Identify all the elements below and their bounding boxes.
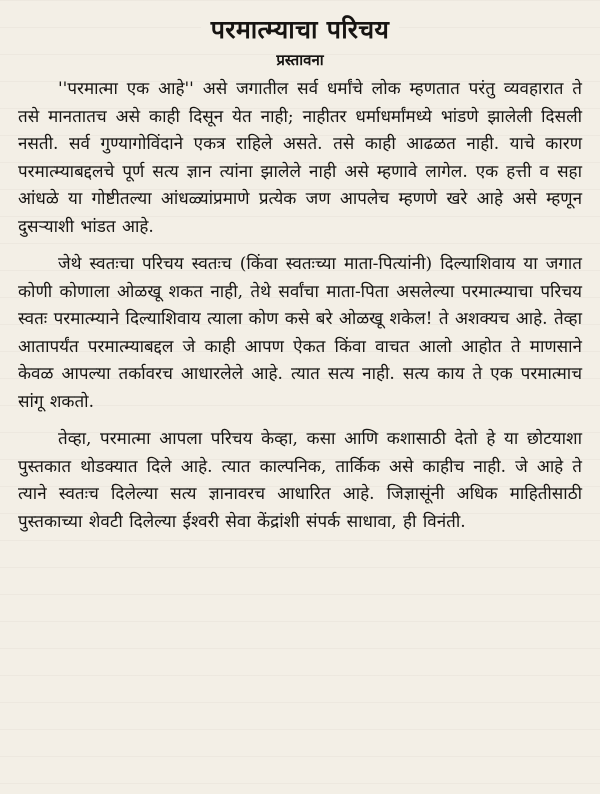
section-heading: प्रस्तावना [276, 51, 324, 69]
page-title: परमात्म्याचा परिचय [201, 12, 399, 46]
subtitle-wrap [18, 50, 582, 70]
paragraph-2: जेथे स्वतःचा परिचय स्वतःच (किंवा स्वतःच्या माता-पित्यांनी) दिल्याशिवाय या जगात कोणी कोणाला ओळखू शकत नाही, तेथे सर्वांचा माता-पिता असलेल्या परमात्म्याचा परिचय स्वतः परमात्म्याने दिल्याशिवाय त्याला कोण कसे बरे ओळखू शकेल! ते अशक्यच आहे. तेव्हा आतापर्यंत परमात्म्याबद्दल जे काही आपण ऐकत किंवा वाचत आलो आहोत ते माणसाने केवळ आपल्या तर्कावरच आधारलेले आहे. त्यात सत्य नाही. सत्य काय ते एक परमात्माच सांगू शकतो. [18, 254, 582, 412]
paragraph-3: तेव्हा, परमात्मा आपला परिचय केव्हा, कसा आणि कशासाठी देतो हे या छोटयाशा पुस्तकात थोडक्यात दिले आहे. त्यात काल्पनिक, तार्किक असे काहीच नाही. जे आहे ते त्याने स्वतःच दिलेल्या सत्य ज्ञानावरच आधारित आहे. जिज्ञासूंनी अधिक माहितीसाठी पुस्तकाच्या शेवटी दिलेल्या ईश्वरी सेवा केंद्रांशी संपर्क साधावा, ही विनंती. [18, 429, 582, 532]
title-wrap [18, 12, 582, 46]
paragraph-1: ''परमात्मा एक आहे'' असे जगातील सर्व धर्मांचे लोक म्हणतात परंतु व्यवहारात ते तसे मानतातच असे काही दिसून येत नाही; नाहीतर धर्माधर्मांमध्ये भांडणे झालेली दिसली नसती. सर्व गुण्यागोविंदाने एकत्र राहिले असते. तसे काही आढळत नाही. याचे कारण परमात्म्याबद्दलचे पूर्ण सत्य ज्ञान त्यांना झालेले नाही असे म्हणावे लागेल. एक हत्ती व सहा आंधळे या गोष्टीतल्या आंधळ्यांप्रमाणे प्रत्येक जण आपलेच म्हणणे खरे आहे असे म्हणून दुसऱ्याशी भांडत आहे. [18, 79, 582, 237]
